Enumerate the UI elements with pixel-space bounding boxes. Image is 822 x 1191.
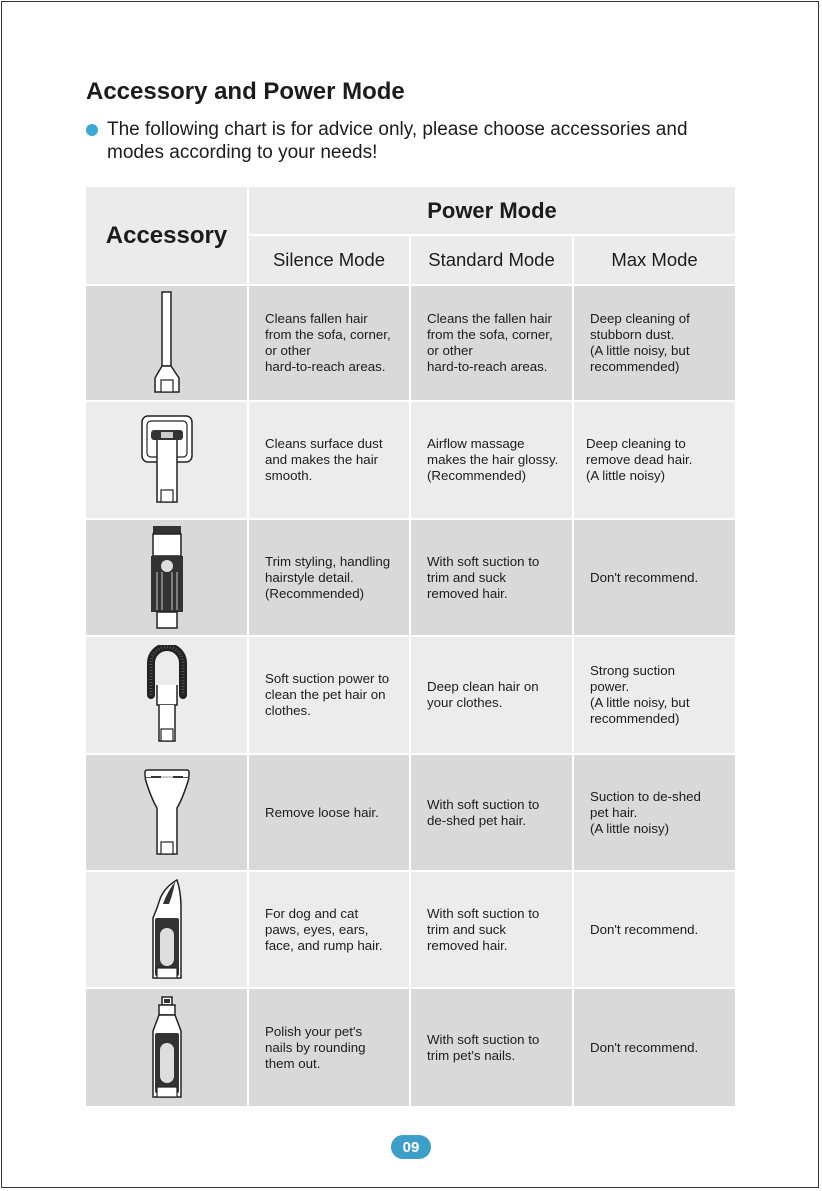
max-cell: Deep cleaning of stubborn dust. (A little noisy, but recommended) bbox=[574, 286, 735, 400]
standard-cell: With soft suction to trim and suck removed hair. bbox=[411, 520, 572, 635]
accessory-cell bbox=[86, 872, 247, 987]
trimmer-icon bbox=[147, 524, 187, 632]
accessory-cell bbox=[86, 286, 247, 400]
page-number-badge: 09 bbox=[391, 1135, 431, 1159]
intro-text: The following chart is for advice only, please choose accessories and modes according to your needs! bbox=[107, 119, 688, 163]
max-cell: Don't recommend. bbox=[574, 872, 735, 987]
standard-cell: With soft suction to trim pet's nails. bbox=[411, 989, 572, 1106]
accessory-cell bbox=[86, 755, 247, 870]
standard-mode-header: Standard Mode bbox=[411, 236, 572, 284]
standard-cell: Cleans the fallen hair from the sofa, corner, or other hard-to-reach areas. bbox=[411, 286, 572, 400]
standard-cell: With soft suction to de-shed pet hair. bbox=[411, 755, 572, 870]
silence-mode-header: Silence Mode bbox=[249, 236, 409, 284]
standard-cell: Airflow massage makes the hair glossy. (Recommended) bbox=[411, 402, 572, 518]
power-mode-header: Power Mode bbox=[249, 187, 735, 234]
max-cell: Suction to de-shed pet hair. (A little noisy) bbox=[574, 755, 735, 870]
max-cell: Deep cleaning to remove dead hair. (A little noisy) bbox=[574, 402, 735, 518]
nail-grinder-icon bbox=[147, 995, 187, 1101]
silence-cell: Cleans fallen hair from the sofa, corner, or other hard-to-reach areas. bbox=[249, 286, 409, 400]
accessory-cell bbox=[86, 520, 247, 635]
standard-cell: Deep clean hair on your clothes. bbox=[411, 637, 572, 753]
accessory-mode-table bbox=[86, 187, 735, 1106]
silence-cell: For dog and cat paws, eyes, ears, face, and rump hair. bbox=[249, 872, 409, 987]
crevice-tool-icon bbox=[147, 288, 187, 398]
standard-cell: With soft suction to trim and suck removed hair. bbox=[411, 872, 572, 987]
accessory-cell bbox=[86, 989, 247, 1106]
accessory-cell bbox=[86, 637, 247, 753]
max-cell: Don't recommend. bbox=[574, 989, 735, 1106]
silence-cell: Soft suction power to clean the pet hair on clothes. bbox=[249, 637, 409, 753]
silence-cell: Cleans surface dust and makes the hair smooth. bbox=[249, 402, 409, 518]
silence-cell: Remove loose hair. bbox=[249, 755, 409, 870]
max-cell: Don't recommend. bbox=[574, 520, 735, 635]
silence-cell: Trim styling, handling hairstyle detail. (Recommended) bbox=[249, 520, 409, 635]
slicker-brush-icon bbox=[145, 645, 189, 745]
deshedding-tool-icon bbox=[141, 768, 193, 858]
small-trimmer-icon bbox=[147, 878, 187, 982]
max-mode-header: Max Mode bbox=[574, 236, 735, 284]
bullet-dot-icon bbox=[86, 124, 98, 136]
accessory-cell bbox=[86, 402, 247, 518]
accessory-header: Accessory bbox=[86, 187, 247, 284]
massage-brush-icon bbox=[139, 410, 195, 510]
max-cell: Strong suction power. (A little noisy, but recommended) bbox=[574, 637, 735, 753]
page-title: Accessory and Power Mode bbox=[86, 78, 405, 105]
silence-cell: Polish your pet's nails by rounding them out. bbox=[249, 989, 409, 1106]
